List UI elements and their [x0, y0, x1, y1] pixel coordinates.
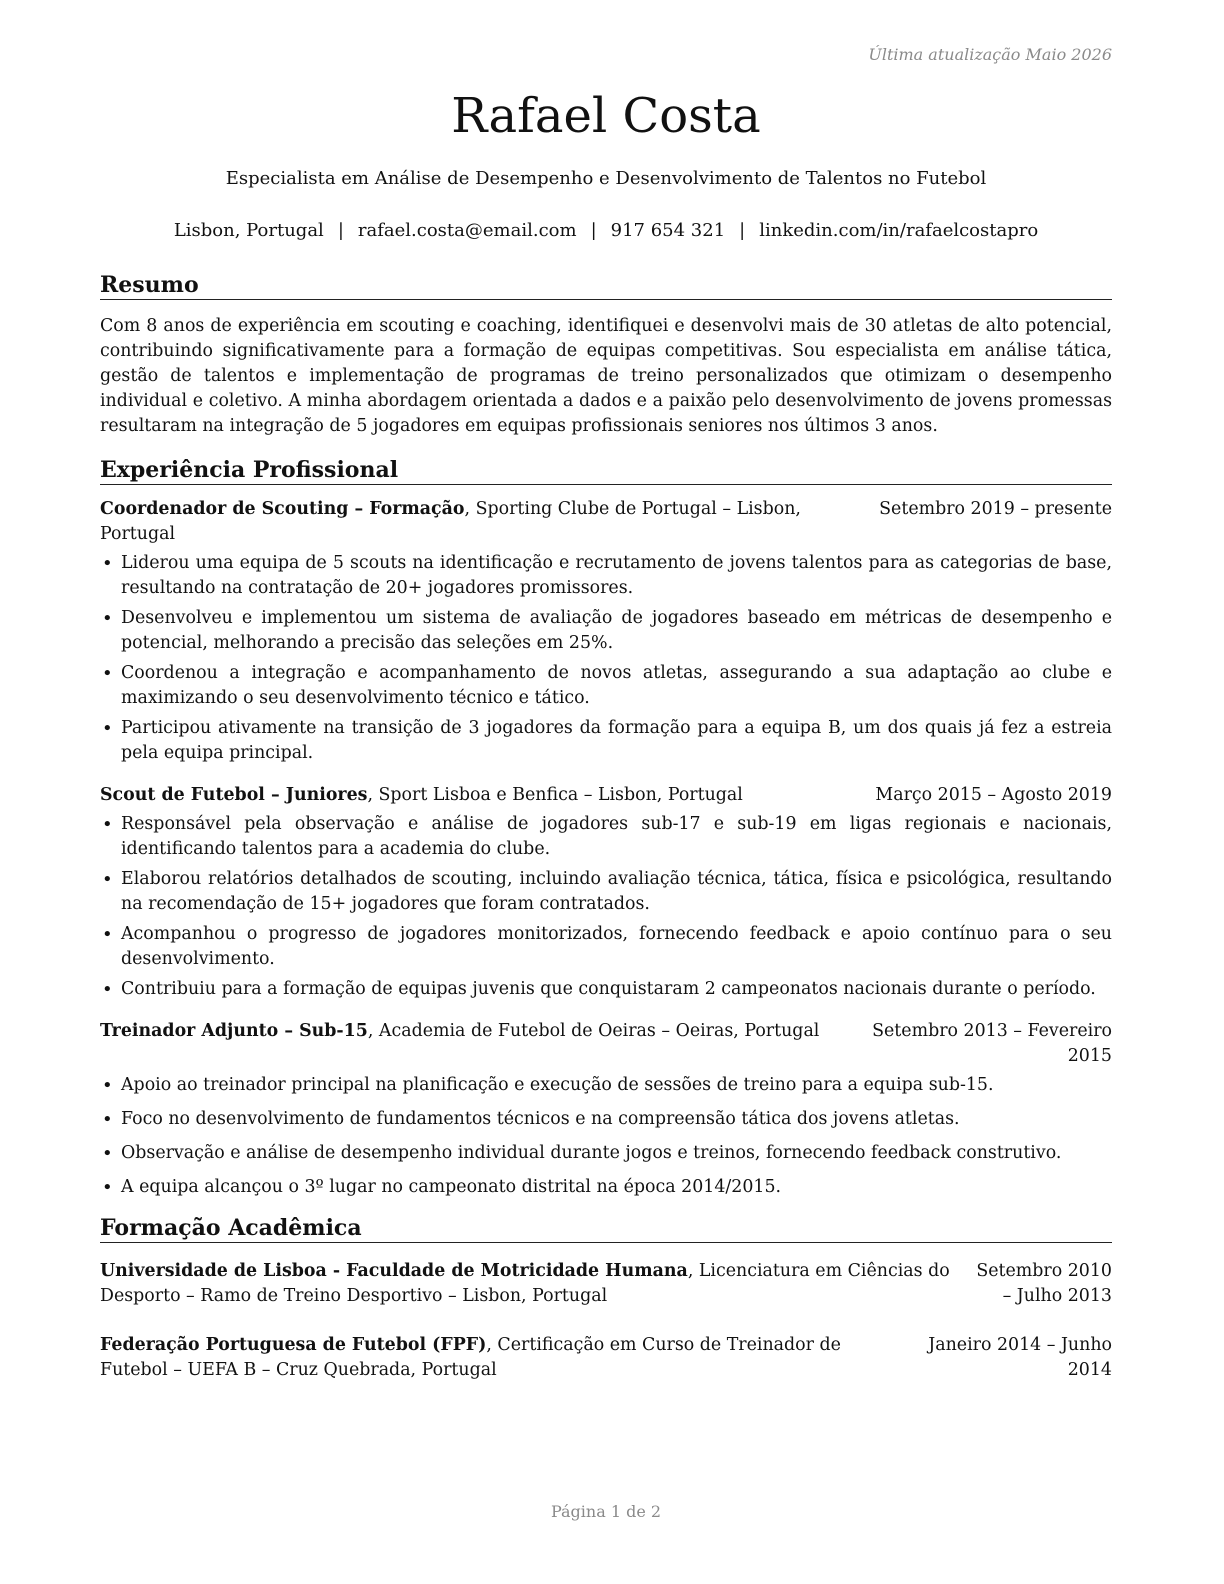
job-role: Scout de Futebol – Juniores [100, 785, 368, 805]
summary-text: Com 8 anos de experiência em scouting e coaching, identifiquei e desenvolvi mais de 30 atletas de alto potencial, contribuindo significativamente para a formação de equipas competitivas. Sou especialista em análise tática, gestão de talentos e implementação de programas de treino personalizados que otimizam o desempenho individual e coletivo. A minha abordagem orientada a dados e a paixão pelo desenvolvimento de jovens promessas resultaram na integração de 5 jogadores em equipas profissionais seniores nos últimos 3 anos. [100, 316, 1112, 436]
education-dates: Setembro 2010 – Julho 2013 [976, 1261, 1112, 1306]
education-details: , Certificação em Curso de Treinador de Futebol – UEFA B – Cruz Quebrada, Portugal [100, 1335, 841, 1380]
job-header [100, 497, 1112, 547]
contact-separator: | [739, 220, 746, 241]
candidate-name: Rafael Costa [451, 88, 761, 144]
job-role: Coordenador de Scouting – Formação [100, 499, 465, 519]
contact-phone: 917 654 321 [610, 220, 726, 241]
experience-section [100, 456, 1112, 1209]
summary-section [100, 271, 1112, 439]
job-bullet: • Desenvolveu e implementou um sistema de avaliação de jogadores baseado em métricas de desempenho e potencial, melhorando a precisão das seleções em 25%. [100, 606, 1112, 656]
job-entry [100, 783, 1112, 1002]
education-details: , Licenciatura em Ciências do Desporto – Ramo de Treino Desportivo – Lisbon, Portugal [100, 1261, 950, 1306]
job-entry [100, 1019, 1112, 1200]
job-dates: Setembro 2019 – presente [879, 499, 1112, 519]
job-bullet: • Responsável pela observação e análise de jogadores sub-17 e sub-19 em ligas regionais e nacionais, identificando talentos para a academia do clube. [100, 812, 1112, 862]
page-number: Página 1 de 2 [550, 1502, 662, 1521]
education-entry [100, 1259, 1112, 1309]
job-bullet: • Foco no desenvolvimento de fundamentos técnicos e na compreensão tática dos jovens atletas. [100, 1107, 1112, 1132]
resume-page [100, 0, 1112, 1584]
section-title-summary: Resumo [100, 271, 1112, 300]
education-institution: Federação Portuguesa de Futebol (FPF) [100, 1335, 487, 1355]
job-bullet: • Acompanhou o progresso de jogadores monitorizados, fornecendo feedback e apoio contínuo para o seu desenvolvimento. [100, 922, 1112, 972]
headline: Especialista em Análise de Desempenho e Desenvolvimento de Talentos no Futebol [225, 168, 987, 189]
section-title-education: Formação Acadêmica [100, 1214, 1112, 1243]
job-bullet: • Elaborou relatórios detalhados de scouting, incluindo avaliação técnica, tática, física e psicológica, resultando na recomendação de 15+ jogadores que foram contratados. [100, 867, 1112, 917]
job-role: Treinador Adjunto – Sub-15 [100, 1021, 368, 1041]
job-bullet: • Liderou uma equipa de 5 scouts na identificação e recrutamento de jovens talentos para as categorias de base, resultando na contratação de 20+ jogadores promissores. [100, 551, 1112, 601]
contact-email[interactable]: rafael.costa@email.com [357, 220, 577, 241]
contact-line [100, 219, 1112, 243]
job-bullet: • Coordenou a integração e acompanhamento de novos atletas, assegurando a sua adaptação ao clube e maximizando o seu desenvolvimento técnico e tático. [100, 661, 1112, 711]
education-dates: Janeiro 2014 – Junho 2014 [928, 1335, 1112, 1380]
job-bullets [100, 551, 1112, 766]
job-bullet: • Participou ativamente na transição de 3 jogadores da formação para a equipa B, um dos quais já fez a estreia pela equipa principal. [100, 716, 1112, 766]
job-organization: , Sporting Clube de Portugal – Lisbon, Portugal [100, 499, 801, 544]
job-organization: , Sport Lisboa e Benfica – Lisbon, Portugal [367, 785, 743, 805]
contact-location: Lisbon, Portugal [173, 220, 324, 241]
contact-linkedin[interactable]: linkedin.com/in/rafaelcostapro [759, 220, 1039, 241]
job-header [100, 783, 1112, 808]
job-dates: Março 2015 – Agosto 2019 [875, 785, 1112, 805]
education-entry [100, 1333, 1112, 1383]
education-institution: Universidade de Lisboa - Faculdade de Motricidade Humana [100, 1261, 688, 1281]
job-entry [100, 497, 1112, 766]
contact-separator: | [590, 220, 597, 241]
job-bullet: • A equipa alcançou o 3º lugar no campeonato distrital na época 2014/2015. [100, 1175, 1112, 1200]
job-bullets [100, 1073, 1112, 1200]
education-section [100, 1214, 1112, 1383]
job-bullets [100, 812, 1112, 1002]
job-header [100, 1019, 1112, 1069]
last-updated: Última atualização Maio 2026 [868, 45, 1112, 64]
job-bullet: • Apoio ao treinador principal na planificação e execução de sessões de treino para a equipa sub-15. [100, 1073, 1112, 1098]
job-organization: , Academia de Futebol de Oeiras – Oeiras, Portugal [367, 1021, 820, 1041]
job-bullet: • Observação e análise de desempenho individual durante jogos e treinos, fornecendo feedback construtivo. [100, 1141, 1112, 1166]
contact-separator: | [337, 220, 344, 241]
job-bullet: • Contribuiu para a formação de equipas juvenis que conquistaram 2 campeonatos nacionais durante o período. [100, 977, 1112, 1002]
job-dates: Setembro 2013 – Fevereiro 2015 [872, 1021, 1112, 1066]
section-title-experience: Experiência Profissional [100, 456, 1112, 485]
